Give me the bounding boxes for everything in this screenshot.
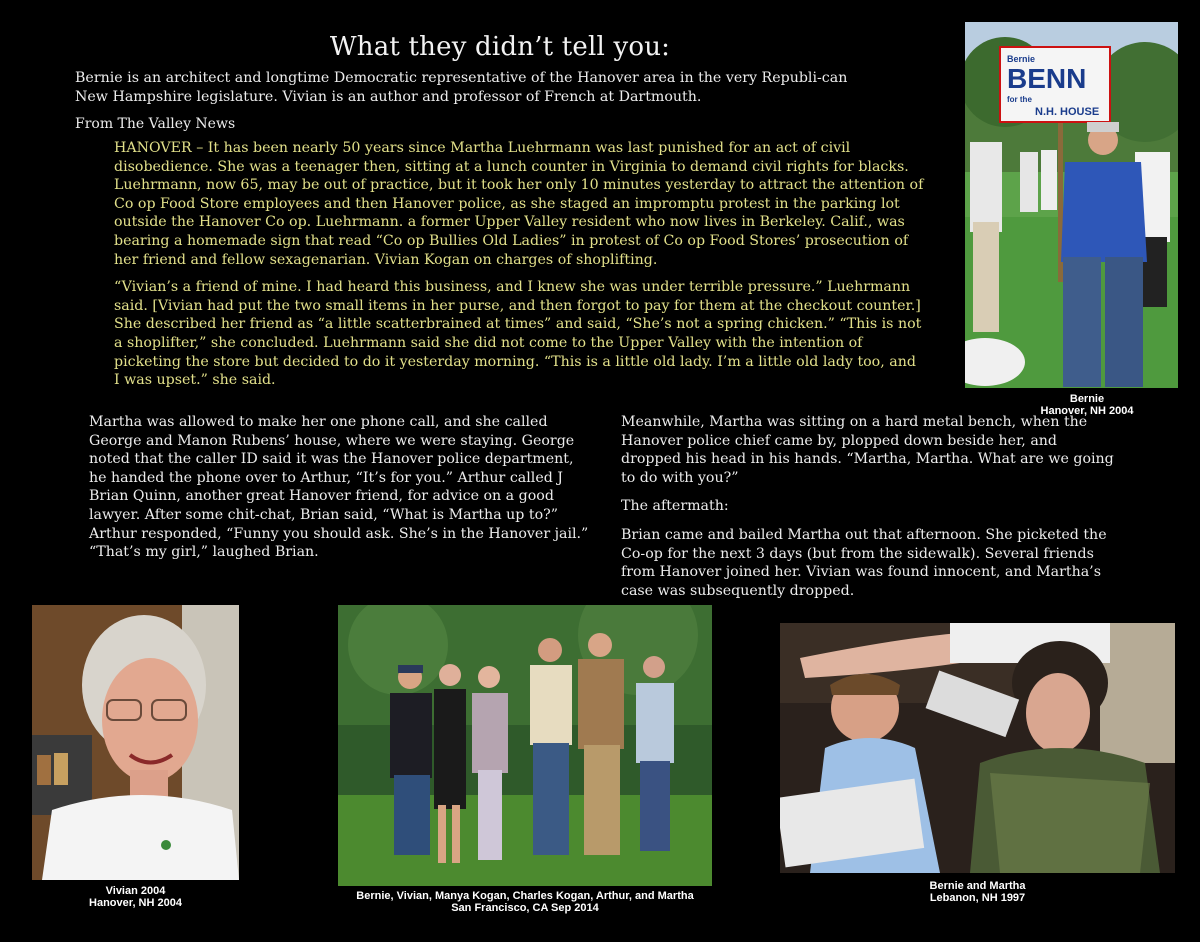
sign-text-1: Bernie xyxy=(1007,54,1036,64)
vivian-photo xyxy=(32,605,239,880)
right-column xyxy=(621,413,1121,610)
vivian-photo-caption xyxy=(32,885,239,909)
quote-paragraph-1: HANOVER – It has been nearly 50 years since Martha Luehrmann was last punished for an act of civil disobedience. She was a teenager then, sitting at a lunch counter in Virginia to demand civil rights for blacks. Luehrmann, now 65, may be out of practice, but it took her only 10 minutes yesterday to attract the attention of Co op Food Store employees and then Hanover police, as she staged an impromptu protest in the parking lot outside the Hanover Co op. Luehrmann. a former Upper Valley resident who now lives in Berkeley. Calif., was bearing a homemade sign that read “Co op Bullies Old Ladies” in protest of Co op Food Stores’ prosecution of her friend and fellow sexagenarian. Vivian Kogan on charges of shoplifting. xyxy=(114,140,924,268)
group-photo xyxy=(338,605,712,886)
bernie-photo-caption xyxy=(1000,393,1174,417)
caption-line: Bernie xyxy=(1069,393,1105,405)
right-column-paragraph-2: Brian came and bailed Martha out that afternoon. She picketed the Co-op for the next 3 days (but from the sidewalk). Several friends from Hanover joined her. Vivian was found innocent, and Martha’s case was subsequently dropped. xyxy=(621,526,1107,599)
aftermath-heading: The aftermath: xyxy=(621,498,729,515)
intro-paragraph: Bernie is an architect and longtime Democratic representative of the Hanover area in the very Republi-can New Hampshire legislature. Vivian is an author and professor of French at Dartmouth. xyxy=(75,70,848,105)
sign-text-4: N.H. HOUSE xyxy=(1035,106,1100,118)
page-title: What they didn’t tell you: xyxy=(329,32,671,62)
caption-line: Hanover, NH 2004 xyxy=(89,897,182,909)
caption-line: Bernie and Martha xyxy=(929,880,1026,892)
source-label: From The Valley News xyxy=(75,116,236,132)
bernie-martha-photo-caption xyxy=(780,880,1175,904)
news-quote xyxy=(114,139,926,399)
caption-line: San Francisco, CA Sep 2014 xyxy=(451,902,599,914)
group-photo-caption xyxy=(318,890,732,914)
left-column-text: Martha was allowed to make her one phone call, and she called George and Manon Rubens’ house, where we were staying. George noted that the caller ID said it was the Hanover police department, he handed the phone over to Arthur, “It’s for you.” Arthur called J Brian Quinn, another great Hanover friend, for advice on a good lawyer. After some chit-chat, Brian said, “What is Martha up to?” Arthur responded, “Funny you should ask. She’s in the Hanover jail.” “That’s my girl,” laughed Brian. xyxy=(89,414,589,561)
sign-text-3: for the xyxy=(1007,95,1032,104)
bernie-photo xyxy=(965,22,1178,388)
quote-paragraph-2: “Vivian’s a friend of mine. I had heard this business, and I knew she was under terrible pressure.” Luehrmann said. [Vivian had put the two small items in her purse, and then forgot to pay for them at the checkout counter.] She described her friend as “a little scatterbrained at times” and said, “She’s not a spring chicken.” “This is not a shoplifter,” she concluded. Luehrmann said she did not come to the Upper Valley with the intention of picketing the store but decided to do it yesterday morning. “This is a little old lady. I’m a little old lady too, and I was upset.” she said. xyxy=(114,279,922,389)
sign-text-2: BENN xyxy=(1007,63,1087,94)
bernie-martha-photo xyxy=(780,623,1175,873)
caption-line: Lebanon, NH 1997 xyxy=(929,892,1026,904)
left-column xyxy=(89,413,589,572)
caption-line: Hanover, NH 2004 xyxy=(1040,405,1134,417)
right-column-paragraph-1: Meanwhile, Martha was sitting on a hard metal bench, when the Hanover police chief came by, plopped down beside her, and dropped his head in his hands. “Martha, Martha. What are we going to do with you?” xyxy=(621,414,1114,486)
caption-line: Vivian 2004 xyxy=(105,885,166,897)
caption-line: Bernie, Vivian, Manya Kogan, Charles Kogan, Arthur, and Martha xyxy=(356,890,694,902)
